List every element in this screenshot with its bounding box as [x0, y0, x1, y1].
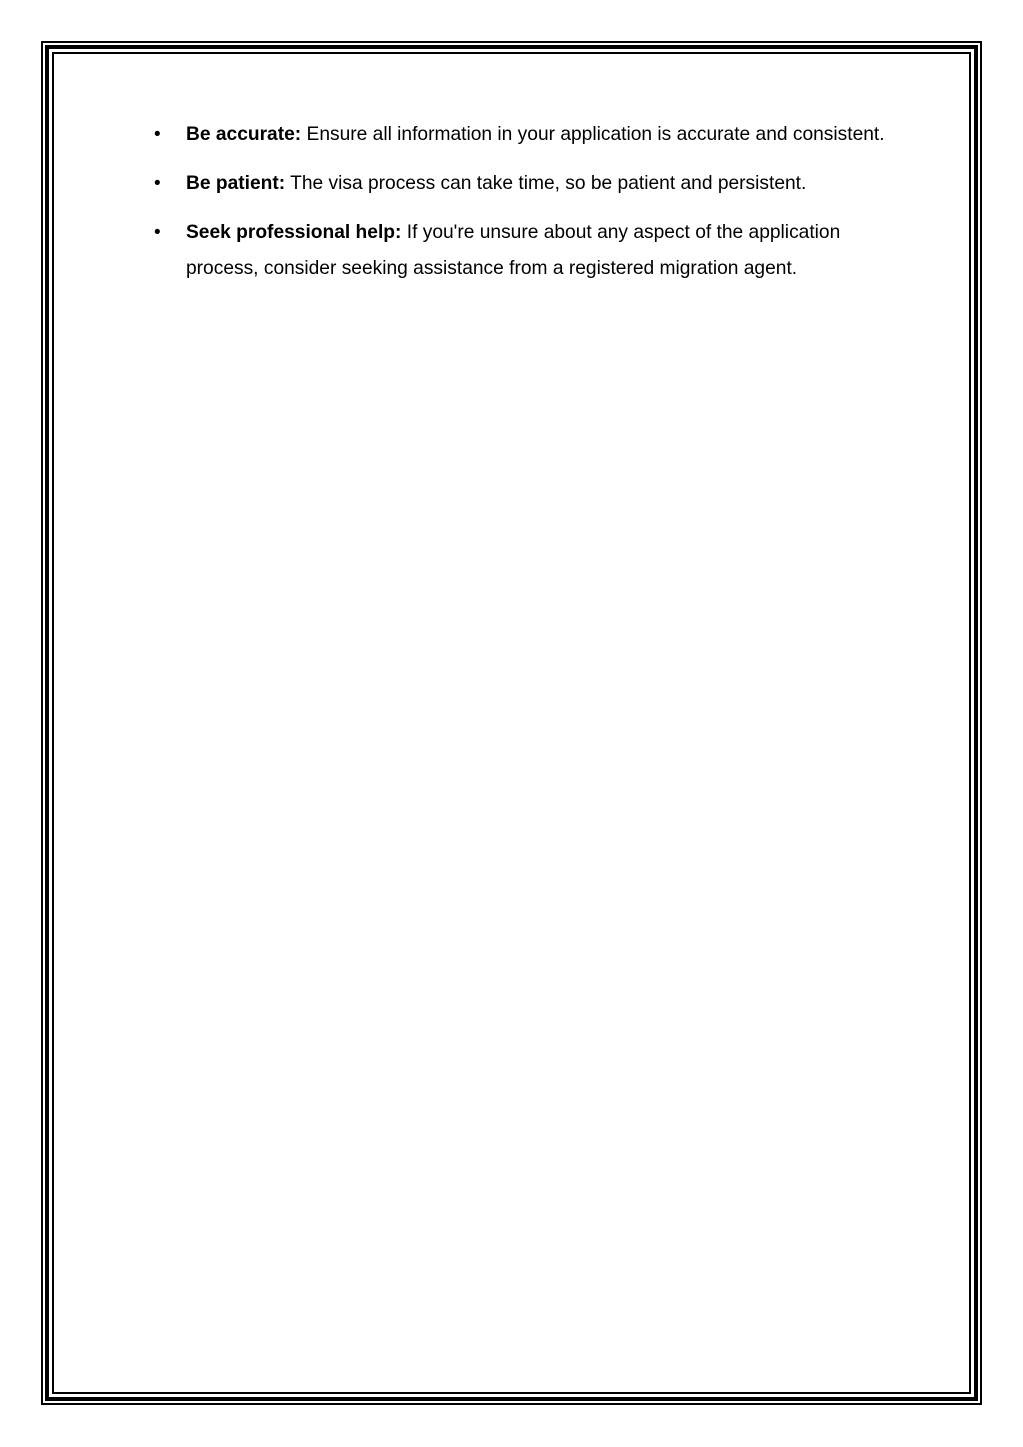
- list-item-be-patient: [150, 166, 910, 202]
- document-body: [150, 117, 910, 300]
- bullet-icon: •: [154, 173, 161, 194]
- tip-text: If you're unsure about any aspect of the application process, consider seeking assistance from a registered migration agent.: [186, 222, 841, 279]
- tip-text: The visa process can take time, so be patient and persistent.: [285, 173, 807, 194]
- tip-text: Ensure all information in your application is accurate and consistent.: [301, 124, 885, 145]
- bullet-icon: •: [154, 222, 161, 243]
- tip-term: Seek professional help:: [186, 222, 402, 243]
- tips-list: [150, 117, 910, 287]
- tip-term: Be accurate:: [186, 124, 302, 145]
- bullet-icon: •: [154, 124, 161, 145]
- list-item-seek-professional-help: [150, 215, 910, 287]
- tip-term: Be patient:: [186, 173, 286, 194]
- list-item-be-accurate: [150, 117, 910, 153]
